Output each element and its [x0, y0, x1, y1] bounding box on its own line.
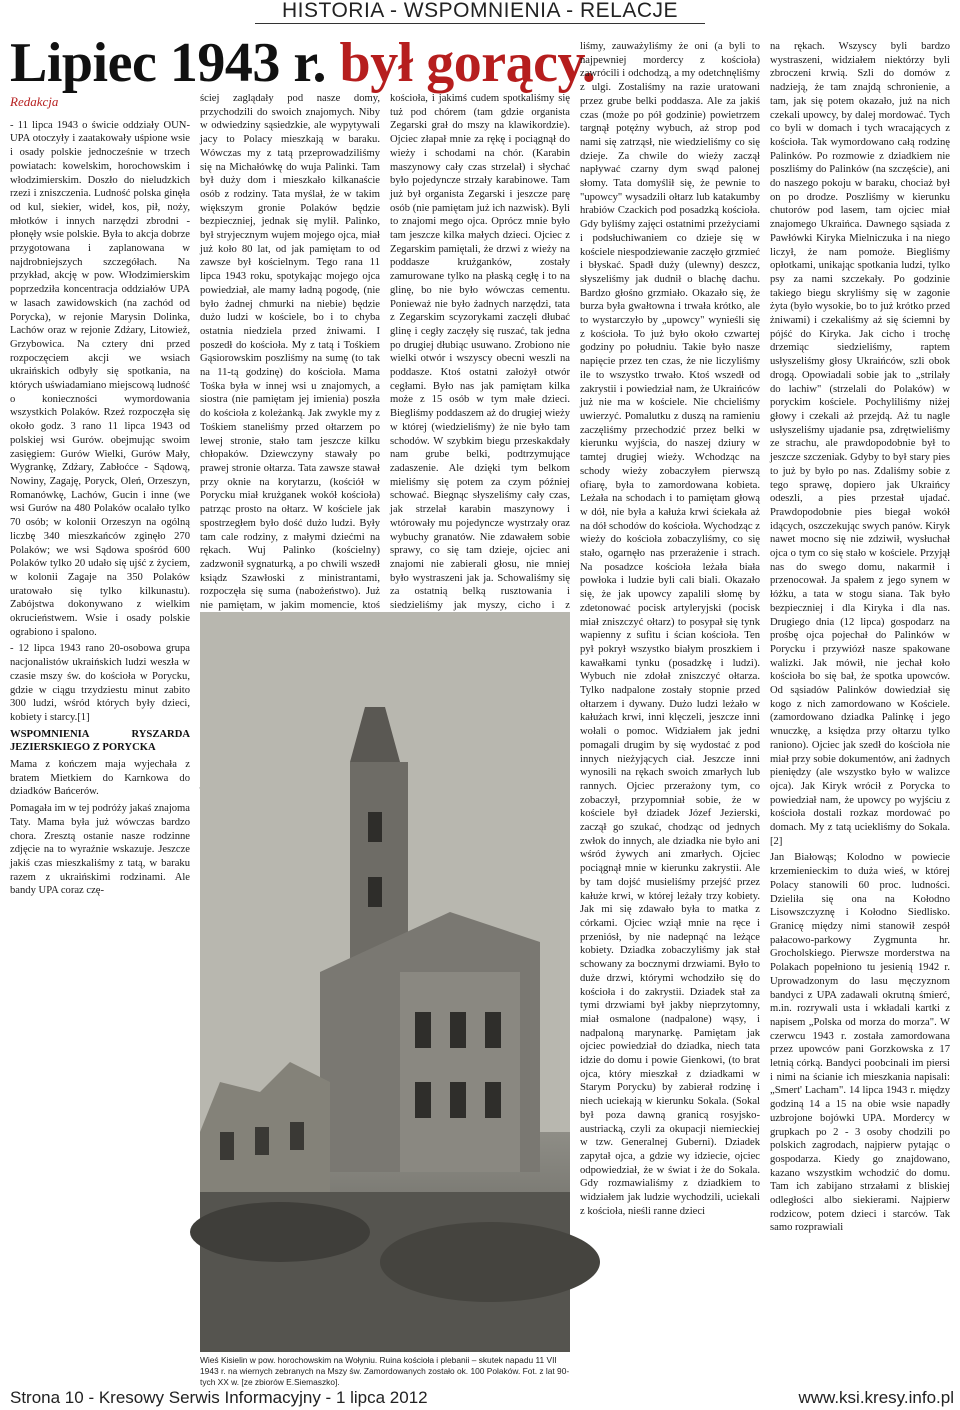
- column-3: [390, 92, 570, 612]
- paragraph: Pomagała im w tej podróży jakaś znajoma Taty. Mama była już wówczas bardzo chora. Zresztą ostanie nasze rodzinne zdjęcie na to wyraźnie wskazuje. Jeszcze jakiś czas mieszkaliśmy z tatą, w baraku razem z ukraińskimi rodzinami. Ale bandy UPA coraz czę-: [10, 803, 190, 897]
- photo-caption: Wieś Kisielin w pow. horochowskim na Wołyniu. Ruina kościoła i plebanii – skutek napadu 11 VII 1943 r. na wiernych zebranych na Mszy św. Zamordowanych zostało ok. 100 Polaków. Fot. z lat 90-tych XX w. [ze zbiorów E.Siemaszko].: [200, 1355, 570, 1387]
- title-part-2: był gorący.: [339, 32, 596, 94]
- page-footer: [0, 1386, 960, 1410]
- ruin-illustration: [200, 612, 570, 1352]
- byline: Redakcja: [10, 94, 59, 109]
- paragraph: kościoła, i jakimś cudem spotkaliśmy się tuż pod chórem (tam gdzie organista Zegarski grał do mszy na klawikordzie). Ojciec złapał mnie za rękę i pociągnął do wieży i schodami na chór. (Karabin maszynowy cały czas strzelał) i słychać było pojedyncze strzały karabinowe. Tam już był organista Zegarski i jeszcze parę osób (nie pamiętam już ich nazwisk). Byli to znajomi mego ojca. Oprócz mnie było tam jeszcze kilka małych dzieci. Ojciec z Zegarskim pamiętali, że drzwi z wieży na poddasze krużganków, zostały zamurowane tylko na płaską cegłę i to na glinę, bo nie było wówczas cementu. Ponieważ nie było żadnych narzędzi, tata z Zegarskim scyzorykami zaczęli dłubać glinę i cegły zaczęły się ruszać, tak jedna po drugiej dłubiąc usuwano. Zrobiono nie wielki otwór i wszyscy obecni weszli na poddasze. Ktoś ostatni założył otwór cegłami. Było nas jak pamiętam kilka może z 15 osób w tym małe dzieci. Biegliśmy poddaszem aż do drugiej wieży w której (wiedzieliśmy) że nie było tam schodów. W szybkim biegu przeskakdały nam grube belki, podtrzymujące zadaszenie. Ale dzięki tym belkom mieliśmy się potem za czym później schować. Biegnąc słyszeliśmy cały czas, jak strzelał karabin maszynowy i wtórowały mu pojedyncze wystrzały oraz wybuchy granatów. Nie zdawałem sobie sprawy, co się tam dzieje, ojciec ani znajomi nie zabierali głosu, nie mniej było wystraszeni jak ja. Schowaliśmy się za ostatnią belką rusztowania i siedzieliśmy jak myszy, cicho i z: [390, 93, 570, 612]
- article-title: [10, 28, 596, 98]
- section-header: HISTORIA - WSPOMNIENIA - RELACJE: [255, 0, 705, 24]
- paragraph: na rękach. Wszyscy byli bardzo wystraszeni, widziałem niektórzy byli zbroczeni krwią. Szli do domów z nadzieją, że tam znajdą schronienie, a tam, jak się potem okazało, już na nich czekali upowcy, by dalej mordować. Tych co byli w domach i tych wracających z kościoła. Tak wymordowano całą rodzinę Palinków. Po rozmowie z dziadkiem nie poszliśmy do Palinków (na szczęście), ani do naszego pokoju w baraku, chociaż był on po drodze. Poszliśmy w kierunku chutorów pod lasem, tam ojciec miał znajomego Ukraińca. Dawnego sąsiada z Pawłówki Kiryka Mielniczuka i na niego liczył, że nam pomoże. Biegliśmy opłotkami, unikając spotkania ludzi, tylko psy za nami szczekały. Po godzinie takiego biegu skryliśmy się w zagonie żyta (było wysokie, bo to już krótko przed żniwami) i czekaliśmy aż się ściemni by pójść do Kiryka. Jak cicho i trochę drzemiąc siedzieliśmy, raptem usłyszeliśmy głosy Ukraińców, szli obok drogą. Opowiadali sobie jak to „strilały do lachiw" (strzelali do Polaków) w poryckim kościele. Pochyliliśmy niżej głowy i czekali aż przejdą. Aż tu nagle usłyszeliśmy ujadanie psa, zdrętwieliśmy ze strachu, ale prawdopodobnie był to jeszcze szczeniak. Gdyby to był stary pies to już by było po nas. Zdaliśmy sobie z tego sprawę, dopiero jak Ukraińcy odeszli, a pies przestał ujadać. Prawdopodobnie pies biegał wokół idących, oszczekując swych panów. Kiryk nawet mocno się nie zdziwił, wysłuchał ojca o tym co się stało w kościele. Przyjął nas do swego domu, nakarmił i przenocował. Ja spałem z jego synem w łóżku, a tata w stogu siana. Tak było bezpieczniej i dla Kiryka i dla nas. Drugiego dnia (12 lipca) gospodarz na prośbę ojca pojechał do Palinków w Porycku i przywiózł nasze spakowane walizki. Jak mówił, nie jechał koło kościoła bo się bał, że spotka upowców. Od sąsiadów Palinków dowiedział się kogo z nich zamordowano w Kościele. (zamordowano dziadka Palinkę i jego wnuczkę, a księdza przy ołtarzu tylko raniono). Ojciec jak szedł do kościoła nie miał przy sobie dokumentów, ani żadnych pieniędzy (ale wszystko było w walizce ojca). Jak Kiryk wrócił z Porycka to powiedział nam, że upowcy po wyjściu z kościoła dostali rozkaz mordować po domach. My z tatą uciekliśmy do Sokala. [2]: [770, 41, 950, 847]
- column-2: [200, 92, 380, 612]
- subheading: WSPOMNIENIA RYSZARDA JEZIERSKIEGO Z PORYCKA: [10, 728, 190, 754]
- paragraph: Mama z kończem maja wyjechała z bratem Mietkiem do Karnkowa do dziadków Bańcerów.: [10, 759, 190, 798]
- title-part-1: Lipiec 1943 r.: [10, 32, 327, 94]
- footer-website: www.ksi.kresy.info.pl: [798, 1388, 954, 1407]
- paragraph: - 11 lipca 1943 o świcie oddziały OUN-UPA otoczyły i zaatakowały uśpione wsie i osady polskie jednocześnie w trzech powiatach: kowelskim, horochowskim i włodzimierskim. Doszło do nieludzkich rzezi i zniszczenia. Ludność polska ginęła od kul, siekier, wideł, kos, pił, noży, młotków i innych narzędzi zbrodni - płonęły wsie polskie. Była to akcja dobrze przygotowana i zaplanowana w najdrobniejszych szczegółach. Na przykład, akcję w pow. Włodzimierskim poprzedziła koncentracja oddziałów UPA w lasach zawidowskich (na zachód od Porycka), w rejonie Marysin Dolinka, Lachów oraz w rejonie Zdżary, Litowież, Grzybowica. Na cztery dni przed rozpoczęciem akcji we wsiach ukraińskich odbyły się spotkania, na których uświadamiano miejscową ludność o konieczności wymordowania wszystkich Polaków. Rzeź rozpoczęła się około godz. 3 rano 11 lipca 1943 od polskiej wsi Gurów. obejmując swoim zasięgiem: Gurów Wielki, Gurów Mały, Wygrankę, Zdżary, Zabłoćce - Sądową, Nowiny, Zagaję, Poryck, Oleń, Orzeszyn, Romanówkę, Lachów, Gucin i inne (we wsi Gurów na 480 Polaków ocalało tylko 70 osób; w kolonii Orzeszyn na ogólną liczbę 340 mieszkańców zginęło 270 Polaków; we wsi Sądowa spośród 600 Polaków tylko 20 udało się ujść z życiem, w kolonii Zagaje na 350 Polaków uratowało się tylko kilkunastu). Zabójstwa dokonywano z wielkim okrucieństwem. Wsie i osady polskie ograbiono i spalono.: [10, 119, 190, 638]
- footer-page-info: Strona 10 - Kresowy Serwis Informacyjny - 1 lipca 2012: [10, 1388, 428, 1407]
- column-5: [770, 40, 950, 1390]
- column-1: [10, 95, 190, 1300]
- paragraph: ściej zaglądały pod nasze domy, przychodzili do swoich znajomych. Niby w odwiedziny sąsiedzkie, ale wypytywali jacy to Polacy mieszkają w baraku. Wówczas my z tatą przeprowadziliśmy się na Michałówkę do wuja Palinki. Tam był duży dom i mieszkało kilkanaście osób z rodziny. Tata myślał, że w takim większym gronie Polaków będzie bezpieczniej, jednak się mylił. Palinko, był stryjecznym wujem mojego ojca, miał już koło 80 lat, od jak pamiętam to od zawsze był kościelnym. Tego rana 11 lipca 1943 roku, spotykając mojego ojca powiedział, ale mamy ładną pogodę, (nie było żadnej chmurki na niebie) będzie dużo ludzi w kościele, bo i to chyba ostatnia niedziela przed żniwami. I poszedł do kościoła. My z tatą i Tośkiem Gąsiorowskim poszliśmy na sumę (to tak na 11-tą godzinę) do kościoła. Mama Tośka była w innej wsi u znajomych, a siostra (nie pamiętam jej imienia) poszła do kościoła z koleżanką. Jak zwykle my z Tośkiem staneliśmy przed ołtarzem po lewej stronie, stało tam jeszcze kilku chłopaków. Dziewczyny stawały po prawej stronie ołtarza. Tata zawsze stawał przy oknie na korytarzu, (kościół w Porycku miał krużganek wokół kościoła) patrząc prosto na ołtarz. W kościele jak spostrzegłem było dość dużo ludzi. Były tam cale rodziny, z małymi dziećmi na rękach. Wuj Palinko (kościelny) zadzwonił sygnaturką, a po chwili wszedł ksiądz Szawłoski z ministrantami, rozpoczęła się suma (nabożeństwo). Już nie pamiętam, w jakim momencie, ktoś: [200, 93, 380, 612]
- paragraph: liśmy, zauważyliśmy że oni (a byli to najpewniej mordercy z kościoła) zawrócili i odchodzą, a my odetchnęliśmy z ulgi. Zostaliśmy na razie uratowani przez grube belki poddasza. Ale za jakiś czas (może po pół godzinie) powietrzem targnął potężny wybuch, aż strop pod nami się zatrząsł, nie wiedzieliśmy co się dzieje. Za chwile do wieży zaczął napływać czarny dym swąd palonej słomy. Tata domyślił się, że pewnie to "upowcy" wysadzili ołtarz lub katakumby hrabiów Czackich pod posadzką kościoła. Gdy byliśmy zajęci ostatnimi przeżyciami i podsłuchiwaniem co dzieje się w kościele niespodziewanie zaczęło grzmieć i błyskać. Spadł duży (ulewny) deszcz, słyszeliśmy jak dudnił o blachę dachu. Bardzo głośno grzmiało. Okazało się, że burza była gwałtowna i trwała krótko, ale to wystarczyło by „upowcy" wynieśli się z kościoła. To już było około czwartej godziny po południu. Takie było nasze napięcie przez ten czas, że nie liczyliśmy ile to wszystko trwało. Ktoś wszedł od zakrystii i powiedział nam, że Ukraińców już nie ma w kościele. Nie chcieliśmy uwierzyć. Pomalutku z duszą na ramieniu zaczęliśmy przechodzić przez belki w kierunku wyjścia, do naszej dziury w tamtej drugiej wieży. Wchodząc na schody wieży zobaczyłem pierwszą ofiarę, była to zamordowana kobieta. Leżała na schodach i to pamiętam głową w dół, nie była a kałuża krwi ściekała aż na dół schodów do kościoła. Wychodząc z wieży do kościoła zobaczyliśmy, co się stało, ogarnęło nas przerażenie i strach. Na posadzce kościoła leżała biała powłoka i ludzie byli cali biali. Okazało się, że jak upowcy zapalili słomę by zdetonować pocisk artyleryjski (pocisk miał zniszczyć ołtarz) to posypał się tynk wapienny z sufitu i ścian kościoła. Ten pył pokrył wszystko białym proszkiem i kawałkami tynku (posadzkę i ludzi). Wybuch nie zdołał zniszczyć ołtarza. Tylko nadpalone zostały stopnie przed ołtarzem i dywany. Dużo ludzi leżało w kałużach krwi, inni klęczeli, jeszcze inni wołali o pomoc. Widziałem jak jedni pomagali drugim by się wydostać z pod innych nieżyjących ciał. Jeszcze inni wynosili na rękach swoich zmarłych lub rannych. Ojciec przerażony tym, co zobaczył, przypomniał sobie, że w kościele był dziadek Józef Jezierski, zaczął go szukać, chodząc od jednych zwłok do innych, ale dziadka nie było ani wśród żywych ani zmarłych. Ojciec pociągnął mnie w kierunku zakrystii. Ale by tam dojść musieliśmy przejść przez kałuże krwi, w której leżały trzy kobiety. Jak mi się zdawało była to matka z córkami. Ojciec wziął mnie na ręce i przeniósł, by nie nadepnąć na leżące kobiety. Dziadka zobaczyliśmy jak stał schowany za bocznymi drzwiami. Było to duże drzwi, którymi wchodziło się do kościoła i do zakrystii. Dziadek stał za tymi drzwiami był jakby nieprzytomny, miał osmalone (nadpalone) wąsy, i nadpaloną marynarkę. Pamiętam jak ojciec powiedział do dziadka, niech tata idzie do domu i powie Gienkowi, (to brat ojca, który mieszkał z dziadkami w Starym Porycku) by zabierał rodzinę i niech uciekają w kierunku Sokala. (Sokal był poza dawną granicą rosyjsko-austriacką, czyli za okupacji niemieckiej w tzw. Generalnej Guberni). Dziadek zapytał ojca, a gdzie wy idziecie, ojciec odpowiedział, że w świat i że do Sokala. Gdy rozmawialiśmy z dziadkiem to widziałem jak ludzie wychodzili, uciekali z kościoła, nieśli ranne dzieci: [580, 41, 760, 1217]
- paragraph: Jan Białowąs; Kolodno w powiecie krzemienieckim to duża wieś, w której Polacy stanowili 60 proc. ludności. Dzieliła się ona na Kołodno Lisowszczyznę i Kołodno Siedlisko. Granicę między nimi stanowił zespół pałacowo-parkowy Zygmunta hr. Grocholskiego. Pierwsze morderstwa na Polakach popełniono tu jesienią 1942 r. Uprowadzonym do lasu męczyznom bandyci z UPA zadawali okrutną śmierć, m.in. rozrywali usta i wkładali kartki z napisem „Polska od morza do morza". W czerwcu 1943 r. została zamordowana przez upowców pani Gorzkowska z 17 letnią córką. Bandyci poobcinali im piersi i nimi na ścianie ich mieszkania napisali: „Smert' Lacham". 14 lipca 1943 r. między godziną 14 a 15 na obie wsie napadły uzbrojone bojówki UPA. Mordercy w grupkach po 2 - 3 osoby chodzili po polskich zagrodach, najpierw pytając o gospodarza. Kiedy go znajdowano, kazano wszystkim wchodzić do domu. Tam ich zabijano strzałami z bliskiej odległości albo siekierami. Najpierw rodzicow, potem dzieci i starców. Tak samo rozprawiali: [770, 852, 950, 1234]
- church-ruin-photo: [200, 612, 570, 1352]
- paragraph: - 12 lipca 1943 rano 20-osobowa grupa nacjonalistów ukraińskich ludzi weszła w czasie mszy św. do kościoła w Porycku, gdzie w ciągu trzydziestu minut zabito 300 ludzi, wśród których były dzieci, kobiety i starcy.[1]: [10, 643, 190, 723]
- column-4: [580, 40, 760, 1390]
